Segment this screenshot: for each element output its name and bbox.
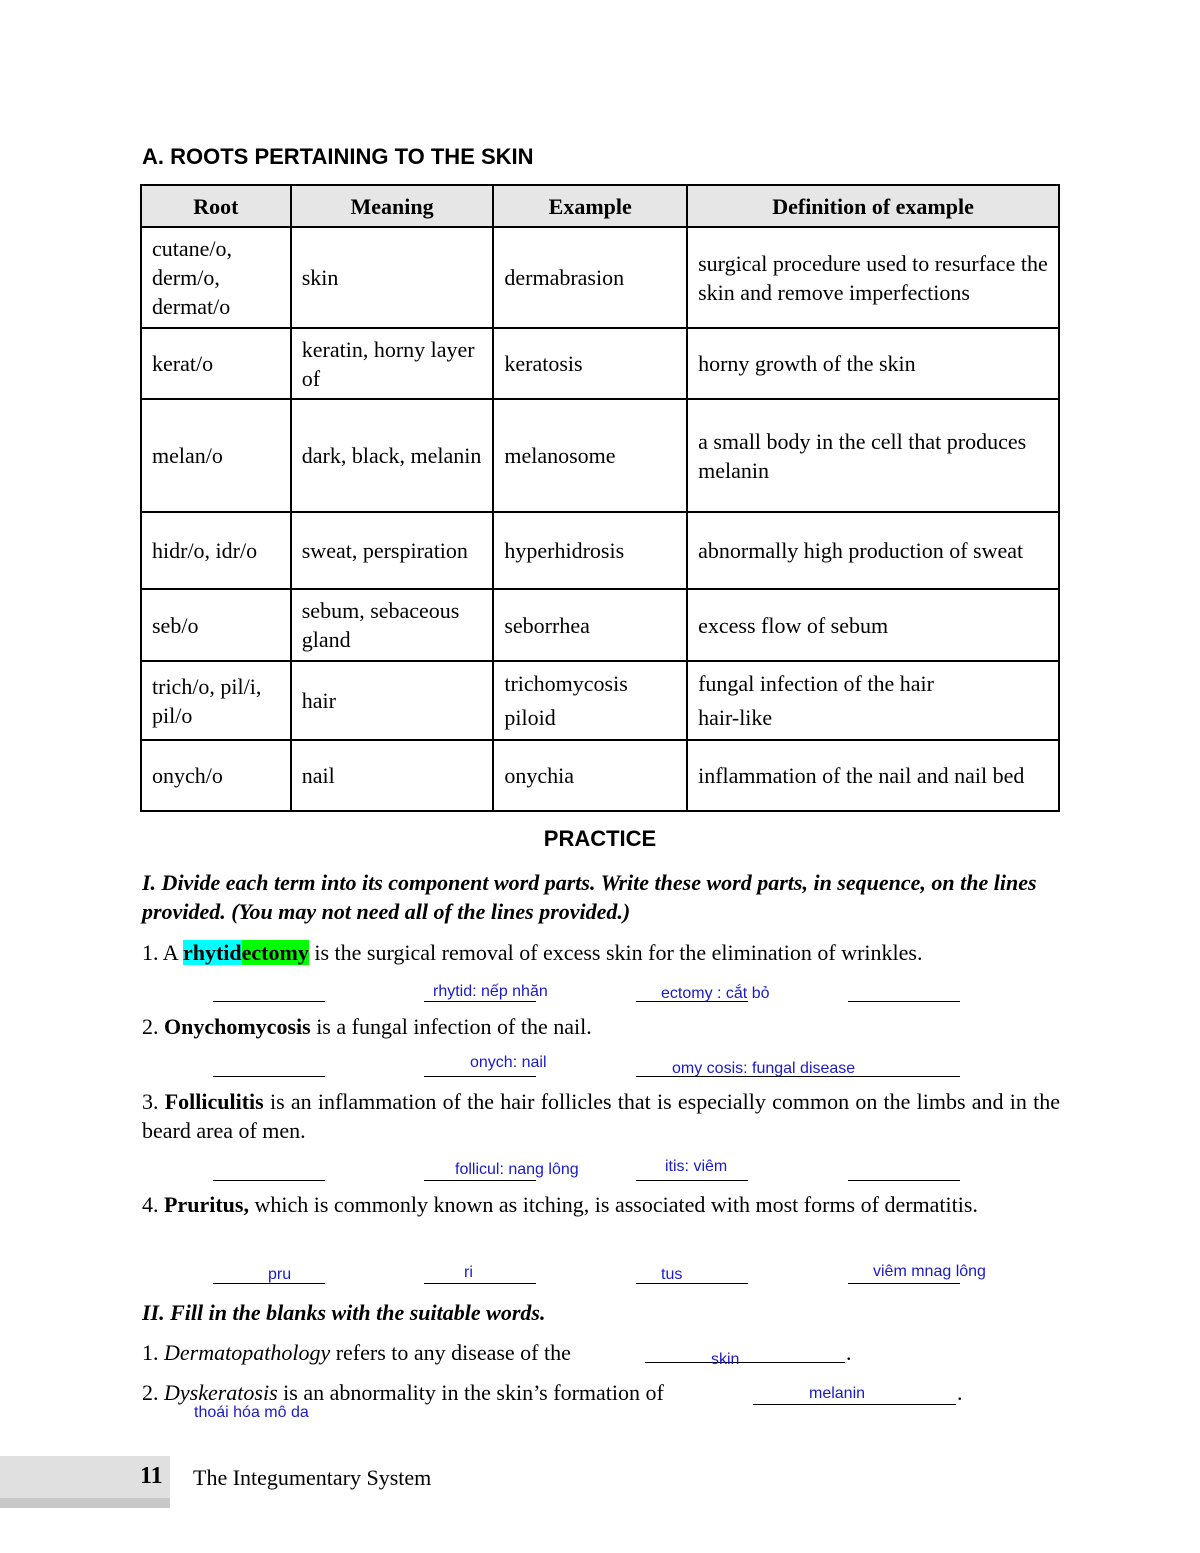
- q-term: Dermatopathology: [164, 1340, 331, 1365]
- header-example: Example: [493, 185, 687, 227]
- cell-example: trichomycosis piloid: [493, 661, 687, 740]
- cell-root: cutane/o, derm/o, dermat/o: [141, 227, 291, 328]
- cell-definition: inflammation of the nail and nail bed: [687, 740, 1059, 811]
- q-term: Pruritus,: [164, 1192, 249, 1217]
- answer-line[interactable]: [213, 1076, 325, 1077]
- q-term: Onychomycosis: [164, 1014, 311, 1039]
- answer-line[interactable]: [636, 1180, 748, 1181]
- q-number: 1. A: [142, 940, 183, 965]
- cell-meaning: sebum, sebaceous gland: [291, 589, 494, 661]
- answer-line[interactable]: [645, 1362, 845, 1363]
- footer-strip: [0, 1498, 170, 1508]
- header-root: Root: [141, 185, 291, 227]
- answer-line[interactable]: [848, 1180, 960, 1181]
- handwritten-answer: omy cosis: fungal disease: [672, 1060, 856, 1077]
- table-row: [141, 740, 1059, 811]
- table-row: [141, 589, 1059, 661]
- handwritten-answer: onych: nail: [470, 1054, 547, 1071]
- highlight-term-suffix: ectomy: [241, 940, 309, 965]
- handwritten-answer: rhytid: nếp nhăn: [433, 983, 548, 1000]
- cell-example: melanosome: [493, 399, 687, 512]
- q-text: is an inflammation of the hair follicles that is especially common on the limbs and in the beard area of men.: [142, 1089, 1060, 1143]
- cell-meaning: nail: [291, 740, 494, 811]
- handwritten-answer: ectomy : cắt bỏ: [661, 985, 770, 1002]
- practice-title: PRACTICE: [543, 826, 657, 851]
- page-number: 11: [140, 1463, 163, 1489]
- answer-line[interactable]: [424, 1001, 536, 1002]
- cell-example: dermabrasion: [493, 227, 687, 328]
- q-number: 3.: [142, 1089, 165, 1114]
- question-2: [142, 1012, 1060, 1041]
- highlight-term-root: rhytid: [182, 940, 242, 965]
- footer-title: The Integumentary System: [193, 1465, 432, 1490]
- answer-line[interactable]: [424, 1076, 536, 1077]
- cell-definition: horny growth of the skin: [687, 328, 1059, 399]
- q-end: .: [957, 1380, 963, 1405]
- q-term: Folliculitis: [164, 1089, 264, 1114]
- cell-root: kerat/o: [141, 328, 291, 399]
- handwritten-note: thoái hóa mô da: [194, 1404, 309, 1421]
- answer-line[interactable]: [213, 1180, 325, 1181]
- header-definition: Definition of example: [687, 185, 1059, 227]
- q-text: which is commonly known as itching, is associated with most forms of dermatitis.: [248, 1192, 978, 1217]
- cell-meaning: hair: [291, 661, 494, 740]
- cell-example: seborrhea: [493, 589, 687, 661]
- part1-instruction: I. Divide each term into its component word parts. Write these word parts, in sequence, on the lines provided. (You may not need all of the lines provided.): [142, 870, 1037, 924]
- part2-instruction: II. Fill in the blanks with the suitable words.: [142, 1300, 546, 1325]
- cell-meaning: keratin, horny layer of: [291, 328, 494, 399]
- handwritten-answer: pru: [268, 1266, 292, 1283]
- question-4: [142, 1190, 1060, 1219]
- handwritten-answer: itis: viêm: [665, 1158, 728, 1175]
- table-row: [141, 512, 1059, 589]
- roots-table: [140, 184, 1060, 812]
- cell-example: onychia: [493, 740, 687, 811]
- cell-root: onych/o: [141, 740, 291, 811]
- handwritten-answer: ri: [464, 1264, 473, 1281]
- answer-line[interactable]: [848, 1001, 960, 1002]
- table-row: [141, 399, 1059, 512]
- q-text: is a fungal infection of the nail.: [310, 1014, 592, 1039]
- handwritten-answer: tus: [661, 1266, 683, 1283]
- question-1: [142, 938, 1060, 967]
- answer-line[interactable]: [424, 1283, 536, 1284]
- handwritten-answer: viêm mnag lông: [873, 1263, 986, 1280]
- answer-line[interactable]: [424, 1180, 536, 1181]
- section-title: A. ROOTS PERTAINING TO THE SKIN: [142, 144, 534, 169]
- cell-example: hyperhidrosis: [493, 512, 687, 589]
- q-end: .: [846, 1340, 852, 1365]
- handwritten-answer: follicul: nang lông: [455, 1161, 579, 1178]
- cell-definition: surgical procedure used to resurface the skin and remove imperfections: [687, 227, 1059, 328]
- table-row: [141, 227, 1059, 328]
- cell-root: seb/o: [141, 589, 291, 661]
- table-row: [141, 661, 1059, 740]
- cell-meaning: dark, black, melanin: [291, 399, 494, 512]
- cell-definition: a small body in the cell that produces melanin: [687, 399, 1059, 512]
- cell-example: keratosis: [493, 328, 687, 399]
- handwritten-answer: skin: [711, 1351, 740, 1368]
- answer-line[interactable]: [848, 1283, 960, 1284]
- answer-line[interactable]: [213, 1001, 325, 1002]
- cell-definition: excess flow of sebum: [687, 589, 1059, 661]
- q-number: 2.: [142, 1014, 164, 1039]
- question-3: [142, 1087, 1060, 1145]
- cell-meaning: skin: [291, 227, 494, 328]
- q-text: is an abnormality in the skin’s formation of: [277, 1380, 664, 1405]
- cell-definition: fungal infection of the hair hair-like: [687, 661, 1059, 740]
- cell-root: melan/o: [141, 399, 291, 512]
- cell-root: trich/o, pil/i, pil/o: [141, 661, 291, 740]
- cell-definition: abnormally high production of sweat: [687, 512, 1059, 589]
- header-meaning: Meaning: [291, 185, 494, 227]
- q-number: 4.: [142, 1192, 164, 1217]
- fill-question-2: [142, 1378, 1060, 1407]
- q-text: refers to any disease of the: [330, 1340, 571, 1365]
- cell-root: hidr/o, idr/o: [141, 512, 291, 589]
- table-header-row: [141, 185, 1059, 227]
- q-number: 1.: [142, 1340, 164, 1365]
- fill-question-1: [142, 1338, 1060, 1367]
- cell-meaning: sweat, perspiration: [291, 512, 494, 589]
- handwritten-answer: melanin: [809, 1385, 866, 1402]
- table-row: [141, 328, 1059, 399]
- answer-line[interactable]: [636, 1283, 748, 1284]
- answer-line[interactable]: [753, 1404, 956, 1405]
- q-text: is the surgical removal of excess skin for the elimination of wrinkles.: [308, 940, 923, 965]
- q-number: 2.: [142, 1380, 164, 1405]
- q-term: Dyskeratosis: [164, 1380, 278, 1405]
